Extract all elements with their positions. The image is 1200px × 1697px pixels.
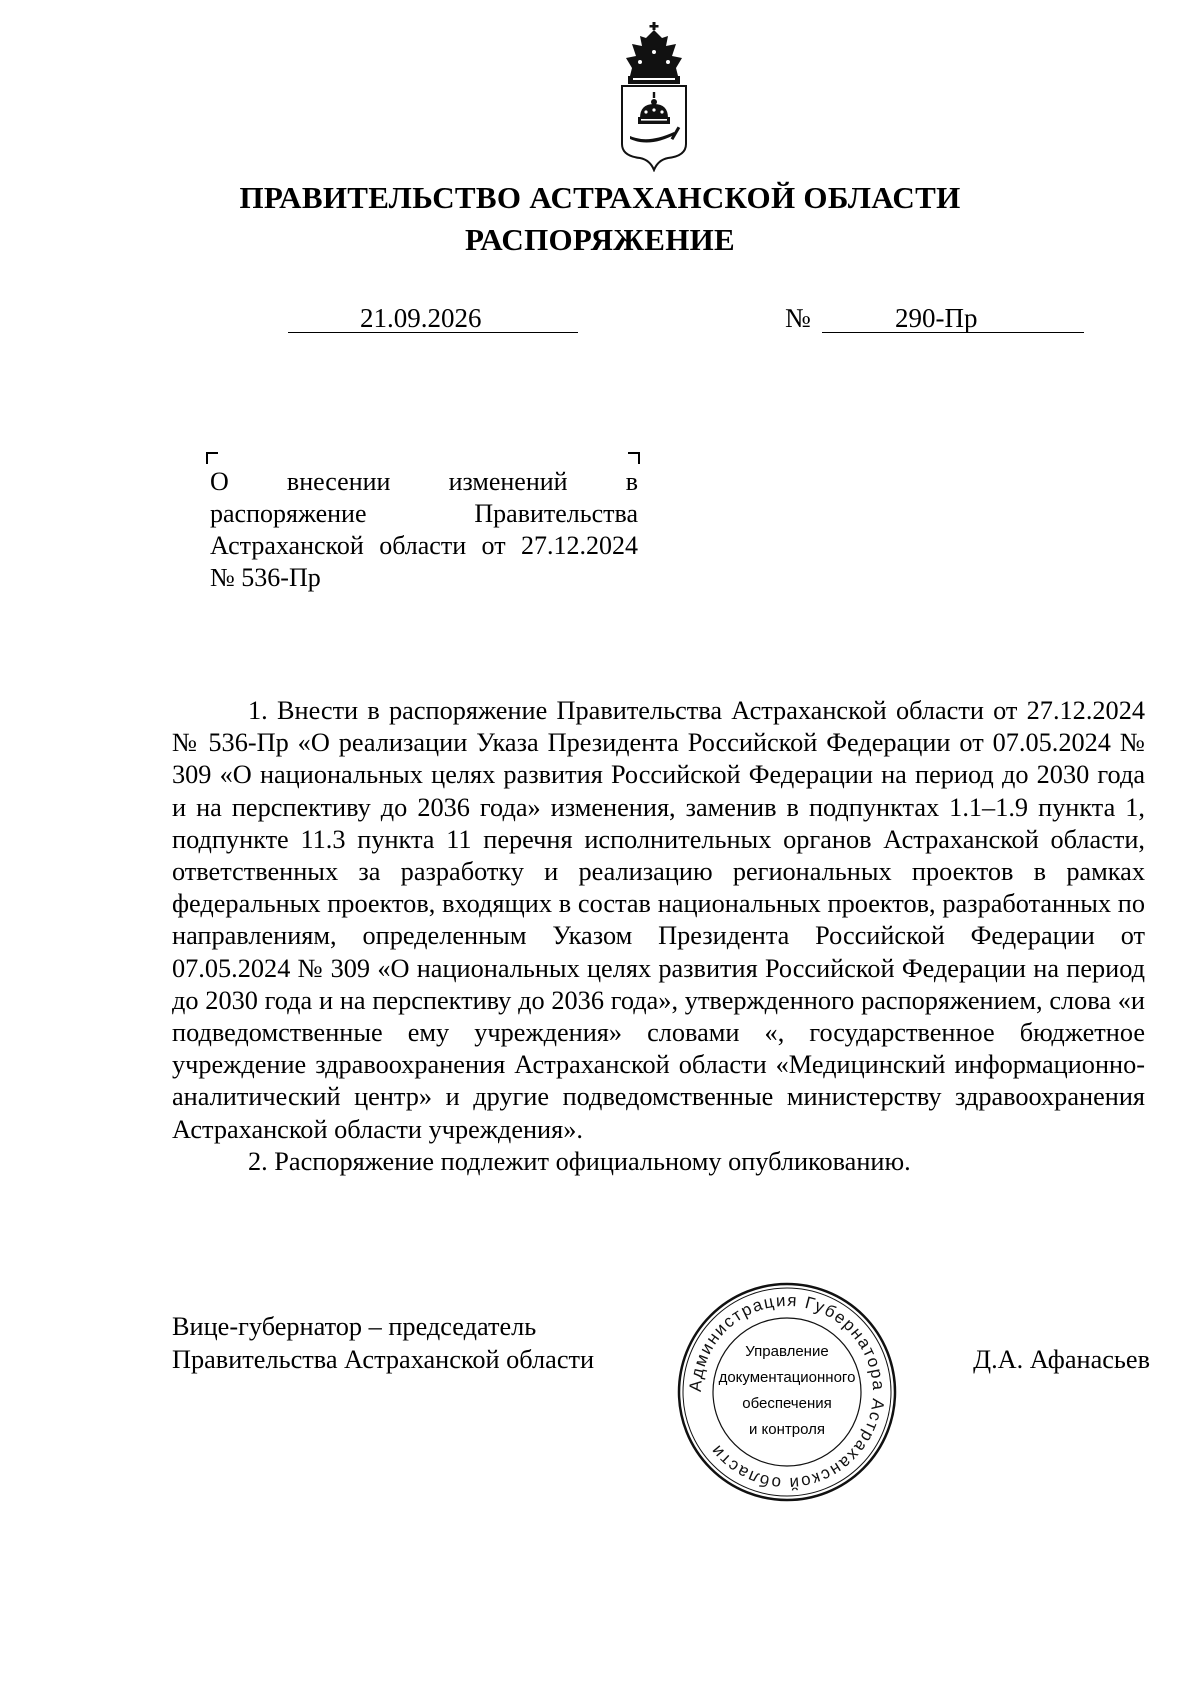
document-date: 21.09.2026 bbox=[360, 303, 482, 333]
stamp-center bbox=[709, 1339, 865, 1445]
stamp-center-line: обеспечения bbox=[742, 1395, 832, 1412]
signatory-position bbox=[172, 1310, 594, 1376]
document-body bbox=[172, 695, 1145, 1178]
subject-bracket-right bbox=[628, 452, 640, 464]
stamp-ring-text: Администрация Губернатора Астраханской области bbox=[685, 1290, 889, 1494]
government-title: ПРАВИТЕЛЬСТВО АСТРАХАНСКОЙ ОБЛАСТИ bbox=[239, 180, 961, 215]
body-paragraph: 2. Распоряжение подлежит официальному опубликованию. bbox=[248, 1146, 911, 1176]
signatory-name: Д.А. Афанасьев bbox=[973, 1345, 1150, 1374]
stamp-center-line: и контроля bbox=[748, 1421, 825, 1438]
coat-of-arms-emblem bbox=[618, 22, 690, 172]
stamp-center-line: документационного bbox=[718, 1369, 856, 1386]
body-paragraph: 1. Внести в распоряжение Правительства Астраханской области от 27.12.2024 № 536-Пр «О реализации Указа Президента Российской Федерации от 07.05.2024 № 309 «О национальных целях развития Российской Федерации на период до 2030 года и на перспективу до 2036 года» изменения, заменив в подпунктах 1.1–1.9 пункта 1, подпункте 11.3 пункта 11 перечня исполнительных органов Астраханской области, ответственных за разработку и реализацию региональных проектов в рамках федеральных проектов, входящих в состав национальных проектов, разработанных по направлениям, определенным Указом Президента Российской Федерации от 07.05.2024 № 309 «О национальных целях развития Российской Федерации на период до 2030 года и на перспективу до 2036 года», утвержденного распоряжением, слова «и подведомственные ему учреждения» словами «, государственное бюджетное учреждение здравоохранения Астраханской области «Медицинский информационно-аналитический центр» и другие подведомственные министерству здравоохранения Астраханской области учреждения». bbox=[172, 696, 1145, 1144]
signatory-position-line: Вице-губернатор – председатель bbox=[172, 1312, 537, 1341]
subject-bracket-left bbox=[206, 452, 218, 464]
document-subject: О внесении изменений в распоряжение Правительства Астраханской области от 27.12.2024 № 536-Пр bbox=[210, 467, 638, 592]
stamp-center-line: Управление bbox=[745, 1343, 829, 1360]
document-type: РАСПОРЯЖЕНИЕ bbox=[464, 222, 736, 257]
signatory-position-line: Правительства Астраханской области bbox=[172, 1345, 595, 1374]
document-number: 290-Пр bbox=[895, 303, 978, 333]
number-sign: № bbox=[785, 303, 811, 333]
